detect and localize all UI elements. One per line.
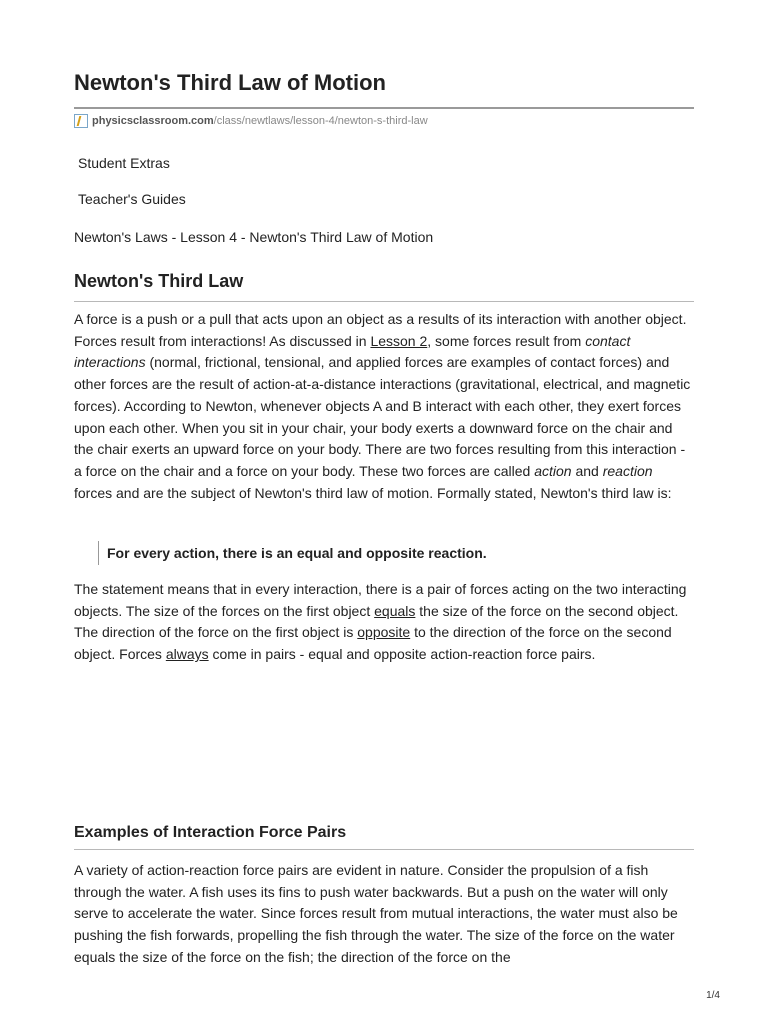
source-domain[interactable]: physicsclassroom.com: [92, 115, 214, 127]
emphasis-text: contact interactions: [74, 332, 631, 371]
text-run: come in pairs - equal and opposite action-reaction force pairs.: [208, 646, 596, 663]
source-path[interactable]: /class/newtlaws/lesson-4/newton-s-third-law: [213, 115, 428, 127]
section-heading-third-law: Newton's Third Law: [74, 271, 244, 291]
text-run: , some forces result from: [427, 332, 586, 349]
text-run: the size of the force on the second object. The direction of the force on the first object is: [74, 602, 679, 641]
section-divider: [74, 301, 694, 302]
nav-item-student-extras[interactable]: Student Extras: [78, 155, 170, 171]
explanation-paragraph: [74, 579, 694, 666]
text-run: A force is a push or a pull that acts upon an object as a results of its interaction with another object. Forces result from interactions! As discussed in: [74, 311, 687, 349]
breadcrumb: Newton's Laws - Lesson 4 - Newton's Third Law of Motion: [74, 229, 434, 245]
text-run: forces and are the subject of Newton's third law of motion. Formally stated, Newton's third law is:: [74, 484, 672, 501]
emphasis-text: action: [534, 462, 572, 479]
text-run: and: [571, 462, 603, 479]
section-divider: [74, 849, 694, 850]
intro-paragraph: [74, 309, 694, 504]
nav-item-teachers-guides[interactable]: Teacher's Guides: [78, 191, 186, 207]
underlined-term: always: [165, 646, 209, 663]
site-favicon-icon: [74, 114, 88, 128]
title-divider: [74, 107, 694, 109]
section-heading-examples: Examples of Interaction Force Pairs: [74, 824, 347, 841]
underlined-term: opposite: [357, 624, 411, 641]
text-run: (normal, frictional, tensional, and applied forces are examples of contact forces) and other forces are the result of action-at-a-distance interactions (gravitational, electrical, and magnetic forces). According to Newton, whenever objects A and B interact with each other, they exert forces upon each other. When you sit in your chair, your body exerts a downward force on the chair and the chair exerts an upward force on your body. There are two forces resulting from this interaction - a force on the chair and a force on your body. These two forces are called: [74, 354, 691, 479]
underlined-term: equals: [374, 602, 416, 619]
emphasis-text: reaction: [602, 462, 653, 479]
text-run: to the direction of the force on the second object. Forces: [74, 624, 672, 663]
source-link[interactable]: [74, 114, 428, 128]
lesson-2-link[interactable]: Lesson 2: [370, 332, 428, 349]
page-number: 1/4: [706, 990, 720, 1001]
page-title: Newton's Third Law of Motion: [74, 70, 386, 95]
examples-paragraph: A variety of action-reaction force pairs are evident in nature. Consider the propulsion of a fish through the water. A fish uses its fins to push water backwards. But a push on the water will only serve to accelerate the water. Since forces result from mutual interactions, the water must also be pushing the fish forwards, propelling the fish through the water. The size of the force on the water equals the size of the force on the fish; the direction of the force on the: [74, 862, 678, 965]
text-run: The statement means that in every interaction, there is a pair of forces acting on the two interacting objects. The size of the forces on the first object: [74, 581, 687, 619]
law-statement-quote: For every action, there is an equal and opposite reaction.: [98, 541, 487, 565]
